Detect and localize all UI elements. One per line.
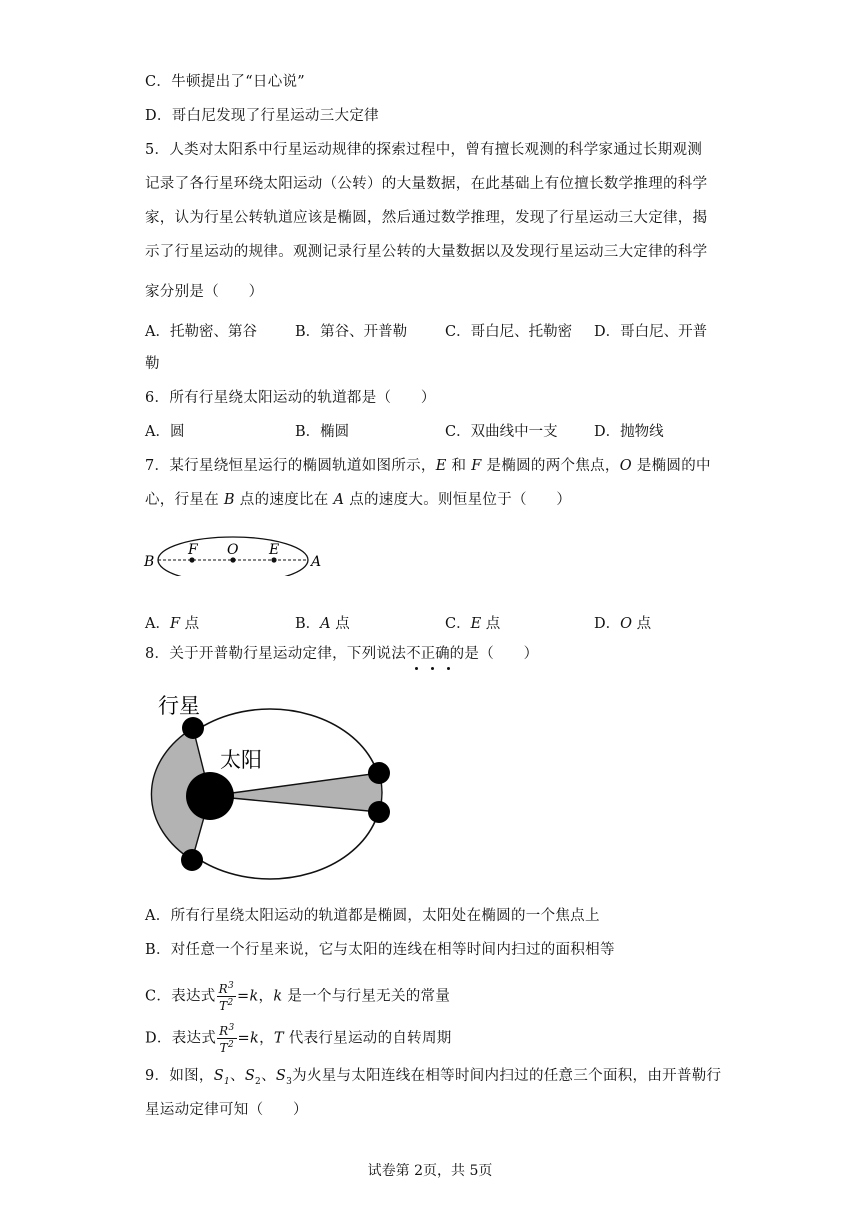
- kepler-third-law-fraction: [217, 1022, 236, 1055]
- comma: ，: [259, 1030, 274, 1047]
- q7-var-e: E: [435, 458, 447, 474]
- q7-var-a: A: [333, 492, 345, 508]
- q6-option-c: C．双曲线中一支: [445, 424, 558, 440]
- q7-text: 是椭圆的两个焦点，: [481, 458, 620, 474]
- q7-option-b-var: A: [320, 616, 331, 632]
- q7-ellipse-orbit-figure: [140, 526, 340, 576]
- label-planet: 行星: [158, 694, 200, 718]
- q7-option-a-var: F: [169, 616, 181, 632]
- q5-stem-line4: 示了行星运动的规律。观测记录行星公转的大量数据以及发现行星运动三大定律的科学: [145, 244, 708, 260]
- var-k: k: [249, 988, 259, 1005]
- planet-dot: [368, 762, 390, 784]
- subscript: 1: [223, 1076, 230, 1087]
- emphasis-dot: [415, 667, 418, 670]
- q5-option-d-continued: 勒: [145, 356, 160, 372]
- equals: =: [237, 1030, 250, 1047]
- q7-option-d-var: O: [620, 616, 633, 632]
- center-o-dot: [230, 557, 235, 562]
- q7-option-d-label: D．: [594, 616, 621, 632]
- q8-option-c: [145, 980, 450, 1013]
- var-s: S: [244, 1068, 256, 1084]
- separator: 、: [230, 1068, 245, 1084]
- q9-text: 为火星与太阳连线在相等时间内扫过的任意三个面积，由开普勒行: [292, 1068, 722, 1084]
- var-k: k: [273, 988, 283, 1005]
- q5-stem-line3: 家，认为行星公转轨道应该是椭圆，然后通过数学推理，发现了行星运动三大定律，揭: [145, 210, 708, 226]
- frac-numerator-exp: 3: [228, 1023, 235, 1033]
- q9-stem-line1: [145, 1066, 721, 1092]
- q8-option-c-text: 是一个与行星无关的常量: [282, 988, 451, 1005]
- q4-option-c: C．牛顿提出了“日心说”: [145, 74, 306, 90]
- q8-emphasis: 不正确: [406, 646, 450, 662]
- q8-option-d-label: D．表达式: [145, 1030, 217, 1047]
- q5-option-a: A．托勒密、第谷: [145, 324, 257, 340]
- q8-option-c-label: C．表达式: [145, 988, 216, 1005]
- q7-option-c-label: C．: [445, 616, 471, 632]
- kepler-third-law-fraction: [217, 980, 236, 1013]
- q8-stem: [145, 644, 538, 664]
- subscript: 3: [286, 1076, 293, 1087]
- q8-option-d: [145, 1022, 452, 1055]
- q6-stem: 6．所有行星绕太阳运动的轨道都是（ ）: [145, 390, 436, 406]
- q8-text: 8．关于开普勒行星运动定律，下列说法: [145, 646, 407, 662]
- q7-option-a: [145, 614, 199, 634]
- q7-option-c: [445, 614, 500, 634]
- q4-option-d: D．哥白尼发现了行星运动三大定律: [145, 108, 379, 124]
- q7-var-o: O: [619, 458, 632, 474]
- label-b: B: [144, 554, 155, 570]
- q8-kepler-area-figure: [145, 684, 405, 880]
- q7-option-c-suffix: 点: [481, 616, 501, 632]
- equals: =: [236, 988, 250, 1005]
- planet-dot: [182, 717, 204, 739]
- frac-numerator-exp: 3: [227, 981, 234, 991]
- q7-option-a-label: A．: [145, 616, 170, 632]
- frac-denominator: T: [219, 999, 228, 1013]
- q7-text: 点的速度大。则恒星位于（ ）: [344, 492, 572, 508]
- focus-f-dot: [189, 557, 194, 562]
- comma: ，: [258, 988, 274, 1005]
- q7-option-a-suffix: 点: [180, 616, 200, 632]
- var-s: S: [275, 1068, 287, 1084]
- q7-option-b: [295, 614, 350, 634]
- q6-option-b: B．椭圆: [295, 424, 350, 440]
- focus-e-dot: [271, 557, 276, 562]
- q7-text: 是椭圆的中: [631, 458, 711, 474]
- label-a: A: [311, 554, 322, 570]
- planet-dot: [368, 801, 390, 823]
- var-s: S: [213, 1068, 224, 1084]
- q7-text: 7．某行星绕恒星运行的椭圆轨道如图所示，: [145, 458, 436, 474]
- q7-stem-line1: [145, 456, 711, 476]
- frac-numerator: R: [219, 1024, 229, 1038]
- planet-dot: [181, 849, 203, 871]
- q5-option-d: D．哥白尼、开普: [594, 324, 708, 340]
- q7-text: 点的速度比在: [234, 492, 334, 508]
- q8-option-d-text: 代表行星运动的自转周期: [283, 1030, 452, 1047]
- q5-option-c: C．哥白尼、托勒密: [445, 324, 573, 340]
- q8-text: 的是（ ）: [449, 646, 539, 662]
- q7-option-d: [594, 614, 651, 634]
- q5-option-b: B．第谷、开普勒: [295, 324, 408, 340]
- subscript: 2: [255, 1076, 262, 1087]
- q7-var-f: F: [471, 458, 482, 474]
- label-o: O: [227, 542, 239, 558]
- label-e: E: [269, 542, 280, 558]
- q5-stem-line5: 家分别是（ ）: [145, 284, 264, 300]
- q8-option-a: A．所有行星绕太阳运动的轨道都是椭圆，太阳处在椭圆的一个焦点上: [145, 908, 600, 924]
- q6-option-a: A．圆: [145, 424, 185, 440]
- q7-text: 心，行星在: [145, 492, 224, 508]
- q9-stem-line2: 星运动定律可知（ ）: [145, 1102, 308, 1118]
- q5-stem-line2: 记录了各行星环绕太阳运动（公转）的大量数据，在此基础上有位擅长数学推理的科学: [145, 176, 708, 192]
- q7-option-b-label: B．: [295, 616, 321, 632]
- q7-option-b-suffix: 点: [330, 616, 350, 632]
- q8-option-b: B．对任意一个行星来说，它与太阳的连线在相等时间内扫过的面积相等: [145, 942, 615, 958]
- var-k: k: [249, 1030, 260, 1047]
- var-t: T: [273, 1030, 284, 1047]
- q6-option-d: D．抛物线: [594, 424, 664, 440]
- frac-denominator-exp: 2: [227, 998, 234, 1008]
- emphasis-dot: [447, 667, 450, 670]
- q7-option-c-var: E: [470, 616, 482, 632]
- frac-numerator: R: [218, 982, 228, 996]
- sun-dot: [186, 772, 234, 820]
- separator: 、: [261, 1068, 276, 1084]
- frac-denominator: T: [219, 1041, 228, 1055]
- q5-stem-line1: 5．人类对太阳系中行星运动规律的探索过程中，曾有擅长观测的科学家通过长期观测: [145, 142, 703, 158]
- label-sun: 太阳: [220, 748, 262, 772]
- frac-denominator-exp: 2: [227, 1040, 234, 1050]
- q7-option-d-suffix: 点: [632, 616, 652, 632]
- label-f: F: [188, 542, 198, 558]
- emphasis-dot: [431, 667, 434, 670]
- page-footer: 试卷第 2页，共 5页: [367, 1163, 493, 1179]
- q7-stem-line2: [145, 490, 571, 510]
- q7-text: 和: [446, 458, 472, 474]
- q7-var-b: B: [223, 492, 235, 508]
- q9-text: 9．如图，: [145, 1068, 214, 1084]
